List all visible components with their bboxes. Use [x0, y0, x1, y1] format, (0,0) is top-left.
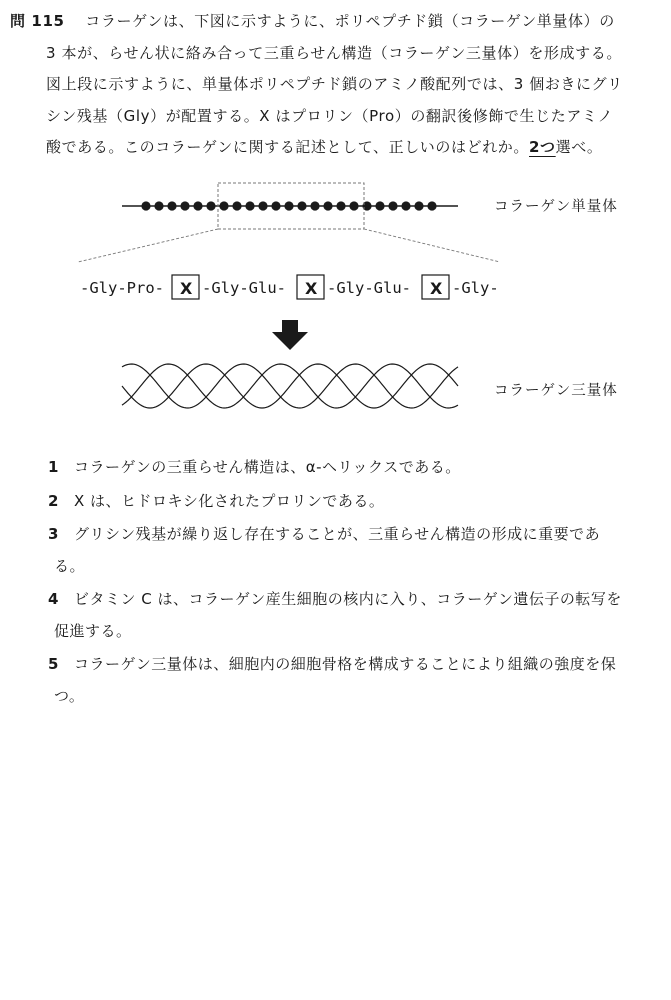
amino-acid-bead [414, 201, 423, 210]
choice-number: 5 [48, 655, 59, 673]
answer-instruction: 選べ。 [555, 138, 603, 156]
choice-number: 1 [48, 458, 59, 476]
choice-text-continued: つ。 [54, 686, 85, 705]
amino-acid-bead [193, 201, 202, 210]
amino-acid-bead [388, 201, 397, 210]
question-line-2: 3 本が、らせん状に絡み合って三重らせん構造（コラーゲン三量体）を形成する。 [46, 43, 622, 62]
choice-3[interactable] [48, 519, 668, 582]
choice-text: ビタミン C は、コラーゲン産生細胞の核内に入り、コラーゲン遺伝子の転写を [74, 590, 622, 608]
choice-text: コラーゲン三量体は、細胞内の細胞骨格を構成することにより組織の強度を保 [74, 655, 617, 673]
answer-count: 2つ [529, 138, 556, 156]
x-residue-1: X [180, 279, 193, 298]
amino-acid-bead [427, 201, 436, 210]
choice-text-continued: る。 [54, 556, 86, 575]
choice-text-continued: 促進する。 [54, 621, 132, 640]
amino-acid-bead [180, 201, 189, 210]
monomer-label: コラーゲン単量体 [494, 199, 618, 215]
zoom-line-left [78, 229, 218, 262]
monomer-beads [141, 201, 436, 210]
amino-acid-bead [349, 201, 358, 210]
amino-acid-bead [375, 201, 384, 210]
choice-4[interactable] [48, 584, 668, 647]
question-line-4: シン残基（Gly）が配置する。X はプロリン（Pro）の翻訳後修飾で生じたアミノ [46, 106, 614, 125]
amino-acid-bead [310, 201, 319, 210]
question-block [10, 6, 665, 164]
choice-1[interactable] [48, 452, 668, 484]
trimer-label: コラーゲン三量体 [494, 383, 618, 399]
sequence-part-3: -Gly-Glu- [327, 279, 411, 297]
question-line-1: コラーゲンは、下図に示すように、ポリペプチド鎖（コラーゲン単量体）の [85, 12, 615, 30]
choice-number: 2 [48, 491, 59, 510]
choice-number: 4 [48, 590, 59, 608]
choice-text: X は、ヒドロキシ化されたプロリンである。 [74, 491, 385, 510]
choice-2[interactable] [48, 486, 668, 518]
amino-acid-bead [323, 201, 332, 210]
amino-acid-bead [271, 201, 280, 210]
triple-helix [122, 364, 458, 408]
sequence-part-1: -Gly-Pro- [80, 279, 164, 297]
answer-choices [48, 452, 668, 714]
amino-acid-sequence [80, 275, 499, 299]
amino-acid-bead [401, 201, 410, 210]
amino-acid-bead [219, 201, 228, 210]
amino-acid-bead [154, 201, 163, 210]
amino-acid-bead [141, 201, 150, 210]
collagen-figure [0, 170, 671, 430]
question-line-3: 図上段に示すように、単量体ポリペプチド鎖のアミノ酸配列では、3 個おきにグリ [46, 75, 623, 93]
amino-acid-bead [258, 201, 267, 210]
question-line-5: 酸である。このコラーゲンに関する記述として、正しいのはどれか。 [46, 138, 530, 156]
amino-acid-bead [297, 201, 306, 210]
question-text [10, 6, 665, 164]
amino-acid-bead [336, 201, 345, 210]
choice-5[interactable] [48, 649, 668, 712]
choice-text: グリシン残基が繰り返し存在することが、三重らせん構造の形成に重要であ [74, 525, 601, 543]
zoom-line-right [364, 229, 500, 262]
x-residue-3: X [430, 279, 443, 298]
x-residue-2: X [305, 279, 318, 298]
down-arrow-icon [272, 320, 308, 350]
amino-acid-bead [284, 201, 293, 210]
question-number: 問 115 [10, 12, 65, 30]
sequence-part-4: -Gly- [452, 279, 499, 297]
choice-text: コラーゲンの三重らせん構造は、α-ヘリックスである。 [74, 458, 461, 476]
amino-acid-bead [232, 201, 241, 210]
sequence-part-2: -Gly-Glu- [202, 279, 286, 297]
amino-acid-bead [206, 201, 215, 210]
choice-number: 3 [48, 525, 59, 543]
amino-acid-bead [167, 201, 176, 210]
amino-acid-bead [245, 201, 254, 210]
